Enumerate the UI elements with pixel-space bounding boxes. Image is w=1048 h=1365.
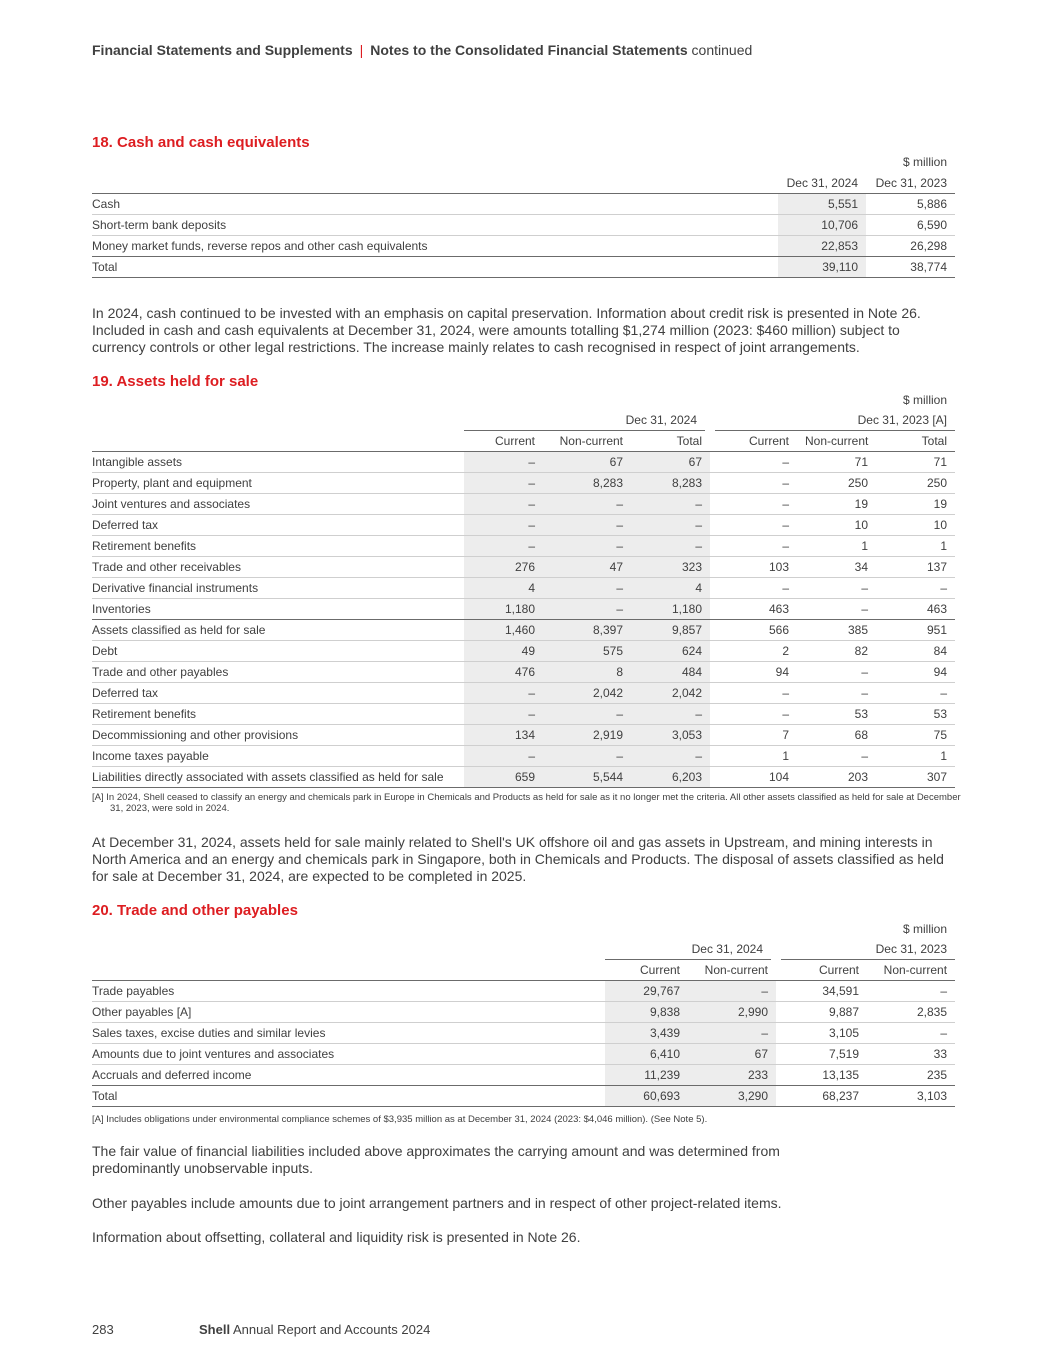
cell: 9,838 <box>605 1002 688 1023</box>
cell: 3,439 <box>605 1023 688 1044</box>
cell: 8,397 <box>543 620 631 641</box>
cell: 463 <box>710 599 797 620</box>
row-label: Retirement benefits <box>92 536 464 557</box>
cell: 22,853 <box>778 236 866 257</box>
row-label: Sales taxes, excise duties and similar levies <box>92 1023 605 1044</box>
cell: 575 <box>543 641 631 662</box>
cell: 2,042 <box>631 683 710 704</box>
cell: 8,283 <box>631 473 710 494</box>
cell: – <box>464 536 543 557</box>
row-label: Money market funds, reverse repos and other cash equivalents <box>92 236 778 257</box>
cell: – <box>464 704 543 725</box>
column-header: Non-current <box>543 431 631 452</box>
cell: – <box>876 683 955 704</box>
row-label: Debt <box>92 641 464 662</box>
cell: 3,103 <box>867 1086 955 1107</box>
cell: 1 <box>710 746 797 767</box>
cell: 19 <box>876 494 955 515</box>
column-header: Total <box>631 431 710 452</box>
column-header: Current <box>776 960 867 981</box>
header-continued: continued <box>691 42 753 58</box>
table-row <box>92 1002 955 1023</box>
cell: 10 <box>797 515 876 536</box>
table-row <box>92 557 955 578</box>
cell: – <box>710 536 797 557</box>
table-row <box>92 1065 955 1086</box>
row-label: Cash <box>92 194 778 215</box>
cell: 250 <box>876 473 955 494</box>
table-row <box>92 236 955 257</box>
table-row <box>92 515 955 536</box>
note-19-title: 19. Assets held for sale <box>92 373 259 390</box>
cell: – <box>464 746 543 767</box>
note-19-paragraph: At December 31, 2024, assets held for sale mainly related to Shell's UK offshore oil and gas assets in Upstream, and mining interests in North America and an energy and chemicals park in Singapore, both in Chemicals and Products. The disposal of assets classified as held for sale at December 31, 2024, are expected to be completed in 2025. <box>92 834 944 884</box>
cell: 84 <box>876 641 955 662</box>
cell: 203 <box>797 767 876 788</box>
cell: 2,919 <box>543 725 631 746</box>
group-header: Dec 31, 2023 [A] <box>710 410 955 431</box>
row-label: Short-term bank deposits <box>92 215 778 236</box>
cell: 11,239 <box>605 1065 688 1086</box>
note-20-footnote: [A] Includes obligations under environmental compliance schemes of $3,935 million as at December 31, 2024 (2023: $4,046 million). (See Note 5). <box>92 1114 708 1125</box>
row-label: Decommissioning and other provisions <box>92 725 464 746</box>
cell: 235 <box>867 1065 955 1086</box>
row-label: Inventories <box>92 599 464 620</box>
table-row <box>92 704 955 725</box>
table-row <box>92 620 955 641</box>
note-18-title: 18. Cash and cash equivalents <box>92 134 310 151</box>
table-row <box>92 194 955 215</box>
cell: 104 <box>710 767 797 788</box>
table-header <box>92 960 955 981</box>
cell: – <box>797 746 876 767</box>
table-row <box>92 494 955 515</box>
row-label: Property, plant and equipment <box>92 473 464 494</box>
cell: 2 <box>710 641 797 662</box>
cell: 13,135 <box>776 1065 867 1086</box>
table-row <box>92 641 955 662</box>
note-18-unit: $ million <box>902 155 947 169</box>
table-header <box>92 173 955 194</box>
row-label: Liabilities directly associated with assets classified as held for sale <box>92 767 464 788</box>
table-row-total <box>92 257 955 278</box>
cell: 53 <box>876 704 955 725</box>
group-header: Dec 31, 2024 <box>464 410 710 431</box>
row-label: Retirement benefits <box>92 704 464 725</box>
cell: 53 <box>797 704 876 725</box>
cell: 307 <box>876 767 955 788</box>
row-label: Amounts due to joint ventures and associates <box>92 1044 605 1065</box>
row-label: Deferred tax <box>92 515 464 536</box>
cell: – <box>543 515 631 536</box>
table-row <box>92 578 955 599</box>
cell: 94 <box>876 662 955 683</box>
cell: – <box>631 746 710 767</box>
cell: – <box>464 683 543 704</box>
cell: 3,053 <box>631 725 710 746</box>
cell: 1,460 <box>464 620 543 641</box>
cell: 463 <box>876 599 955 620</box>
cell: 67 <box>543 452 631 473</box>
note-20-paragraph-2: Other payables include amounts due to joint arrangement partners and in respect of other project-related items. <box>92 1195 782 1211</box>
table-row <box>92 599 955 620</box>
row-label: Income taxes payable <box>92 746 464 767</box>
note-20-title: 20. Trade and other payables <box>92 902 298 919</box>
cell: – <box>710 473 797 494</box>
table-row <box>92 215 955 236</box>
cell: – <box>543 494 631 515</box>
assets-held-for-sale-table <box>92 410 955 788</box>
cell: 323 <box>631 557 710 578</box>
note-19-unit: $ million <box>902 393 947 407</box>
cell: 67 <box>631 452 710 473</box>
cell: 33 <box>867 1044 955 1065</box>
cell: 8 <box>543 662 631 683</box>
note-20-paragraph-1: The fair value of financial liabilities included above approximates the carrying amount and was determined from predominantly unobservable inputs. <box>92 1143 780 1176</box>
row-label: Other payables [A] <box>92 1002 605 1023</box>
cell: 10,706 <box>778 215 866 236</box>
cell: – <box>631 494 710 515</box>
cell: 68 <box>797 725 876 746</box>
row-label: Joint ventures and associates <box>92 494 464 515</box>
page-footer <box>92 1322 430 1337</box>
cell: – <box>710 704 797 725</box>
cell: – <box>543 578 631 599</box>
row-label: Trade and other receivables <box>92 557 464 578</box>
cell: – <box>543 599 631 620</box>
row-label: Accruals and deferred income <box>92 1065 605 1086</box>
table-group-header <box>92 939 955 960</box>
cell: 2,990 <box>688 1002 776 1023</box>
row-label: Derivative financial instruments <box>92 578 464 599</box>
column-header: Current <box>605 960 688 981</box>
header-section: Financial Statements and Supplements <box>92 42 353 58</box>
table-row <box>92 1023 955 1044</box>
cell: 1 <box>797 536 876 557</box>
cell: 2,042 <box>543 683 631 704</box>
column-header: Current <box>464 431 543 452</box>
cell: 134 <box>464 725 543 746</box>
cell: – <box>710 452 797 473</box>
cell: 60,693 <box>605 1086 688 1107</box>
cell: – <box>688 981 776 1002</box>
table-group-header <box>92 410 955 431</box>
cell: 1,180 <box>631 599 710 620</box>
cell: 7,519 <box>776 1044 867 1065</box>
row-label: Total <box>92 257 778 278</box>
cell: 566 <box>710 620 797 641</box>
column-header: Non-current <box>688 960 776 981</box>
cell: – <box>876 578 955 599</box>
column-header: Current <box>710 431 797 452</box>
cell: – <box>464 494 543 515</box>
cell: 94 <box>710 662 797 683</box>
cell: 38,774 <box>866 257 955 278</box>
cell: – <box>464 452 543 473</box>
cell: 250 <box>797 473 876 494</box>
cell: – <box>797 683 876 704</box>
cell: 71 <box>876 452 955 473</box>
cell: – <box>797 662 876 683</box>
table-row <box>92 662 955 683</box>
column-header: Total <box>876 431 955 452</box>
row-label: Total <box>92 1086 605 1107</box>
group-header: Dec 31, 2024 <box>605 939 776 960</box>
cell: 103 <box>710 557 797 578</box>
cell: 47 <box>543 557 631 578</box>
cell: 39,110 <box>778 257 866 278</box>
column-header: Non-current <box>867 960 955 981</box>
cell: 68,237 <box>776 1086 867 1107</box>
cash-table <box>92 173 955 278</box>
cell: 5,551 <box>778 194 866 215</box>
column-header: Dec 31, 2023 <box>866 173 955 194</box>
column-header: Non-current <box>797 431 876 452</box>
cell: – <box>710 683 797 704</box>
cell: – <box>631 515 710 536</box>
table-row <box>92 536 955 557</box>
note-20-unit: $ million <box>902 922 947 936</box>
cell: 9,887 <box>776 1002 867 1023</box>
cell: – <box>543 536 631 557</box>
cell: 49 <box>464 641 543 662</box>
column-header: Dec 31, 2024 <box>778 173 866 194</box>
cell: 3,105 <box>776 1023 867 1044</box>
table-row <box>92 473 955 494</box>
cell: 34 <box>797 557 876 578</box>
cell: 484 <box>631 662 710 683</box>
table-row <box>92 767 955 788</box>
cell: 6,410 <box>605 1044 688 1065</box>
cell: – <box>464 515 543 536</box>
cell: 26,298 <box>866 236 955 257</box>
note-19-footnote: [A] In 2024, Shell ceased to classify an energy and chemicals park in Europe in Chemicals and Products as held for sale as it no longer met the criteria. All other assets classified as held for sale at December 31, 2023, were sold in 2024. <box>92 792 961 814</box>
cell: 385 <box>797 620 876 641</box>
cell: – <box>631 536 710 557</box>
cell: 67 <box>688 1044 776 1065</box>
cell: 9,857 <box>631 620 710 641</box>
note-18-paragraph: In 2024, cash continued to be invested with an emphasis on capital preservation. Information about credit risk is presented in Note 26. Included in cash and cash equivalents at December 31, 2024, were amounts totalling $1,274 million (2023: $460 million) subject to currency controls or other legal restrictions. The increase mainly relates to cash recognised in respect of joint arrangements. <box>92 305 921 355</box>
row-label: Trade payables <box>92 981 605 1002</box>
cell: 6,590 <box>866 215 955 236</box>
cell: – <box>867 981 955 1002</box>
footer-title: Annual Report and Accounts 2024 <box>232 1322 431 1337</box>
cell: 2,835 <box>867 1002 955 1023</box>
footer-brand: Shell <box>199 1322 231 1337</box>
cell: – <box>867 1023 955 1044</box>
group-header: Dec 31, 2023 <box>776 939 955 960</box>
cell: 1,180 <box>464 599 543 620</box>
table-row <box>92 1086 955 1107</box>
cell: 4 <box>631 578 710 599</box>
cell: 137 <box>876 557 955 578</box>
table-row <box>92 725 955 746</box>
cell: 476 <box>464 662 543 683</box>
table-row <box>92 981 955 1002</box>
cell: 71 <box>797 452 876 473</box>
cell: 6,203 <box>631 767 710 788</box>
trade-payables-table <box>92 939 955 1107</box>
row-label: Intangible assets <box>92 452 464 473</box>
cell: 34,591 <box>776 981 867 1002</box>
cell: – <box>710 494 797 515</box>
cell: – <box>688 1023 776 1044</box>
cell: – <box>797 578 876 599</box>
cell: 8,283 <box>543 473 631 494</box>
table-row <box>92 1044 955 1065</box>
cell: 5,886 <box>866 194 955 215</box>
note-20-paragraph-3: Information about offsetting, collateral and liquidity risk is presented in Note 26. <box>92 1229 581 1245</box>
cell: 624 <box>631 641 710 662</box>
cell: 3,290 <box>688 1086 776 1107</box>
header-separator: | <box>359 42 364 58</box>
cell: 1 <box>876 536 955 557</box>
row-label: Assets classified as held for sale <box>92 620 464 641</box>
cell: 19 <box>797 494 876 515</box>
table-header <box>92 431 955 452</box>
cell: 29,767 <box>605 981 688 1002</box>
cell: 10 <box>876 515 955 536</box>
cell: – <box>710 578 797 599</box>
cell: – <box>543 704 631 725</box>
cell: 75 <box>876 725 955 746</box>
cell: 951 <box>876 620 955 641</box>
cell: 276 <box>464 557 543 578</box>
table-row <box>92 746 955 767</box>
cell: 1 <box>876 746 955 767</box>
cell: – <box>797 599 876 620</box>
cell: – <box>710 515 797 536</box>
cell: 4 <box>464 578 543 599</box>
table-row <box>92 452 955 473</box>
cell: – <box>464 473 543 494</box>
table-row <box>92 683 955 704</box>
cell: – <box>543 746 631 767</box>
row-label: Deferred tax <box>92 683 464 704</box>
page-header <box>92 42 752 58</box>
cell: 5,544 <box>543 767 631 788</box>
header-title: Notes to the Consolidated Financial Statements <box>370 42 688 58</box>
cell: 659 <box>464 767 543 788</box>
cell: – <box>631 704 710 725</box>
cell: 7 <box>710 725 797 746</box>
row-label: Trade and other payables <box>92 662 464 683</box>
page-number: 283 <box>92 1322 114 1337</box>
cell: 233 <box>688 1065 776 1086</box>
cell: 82 <box>797 641 876 662</box>
